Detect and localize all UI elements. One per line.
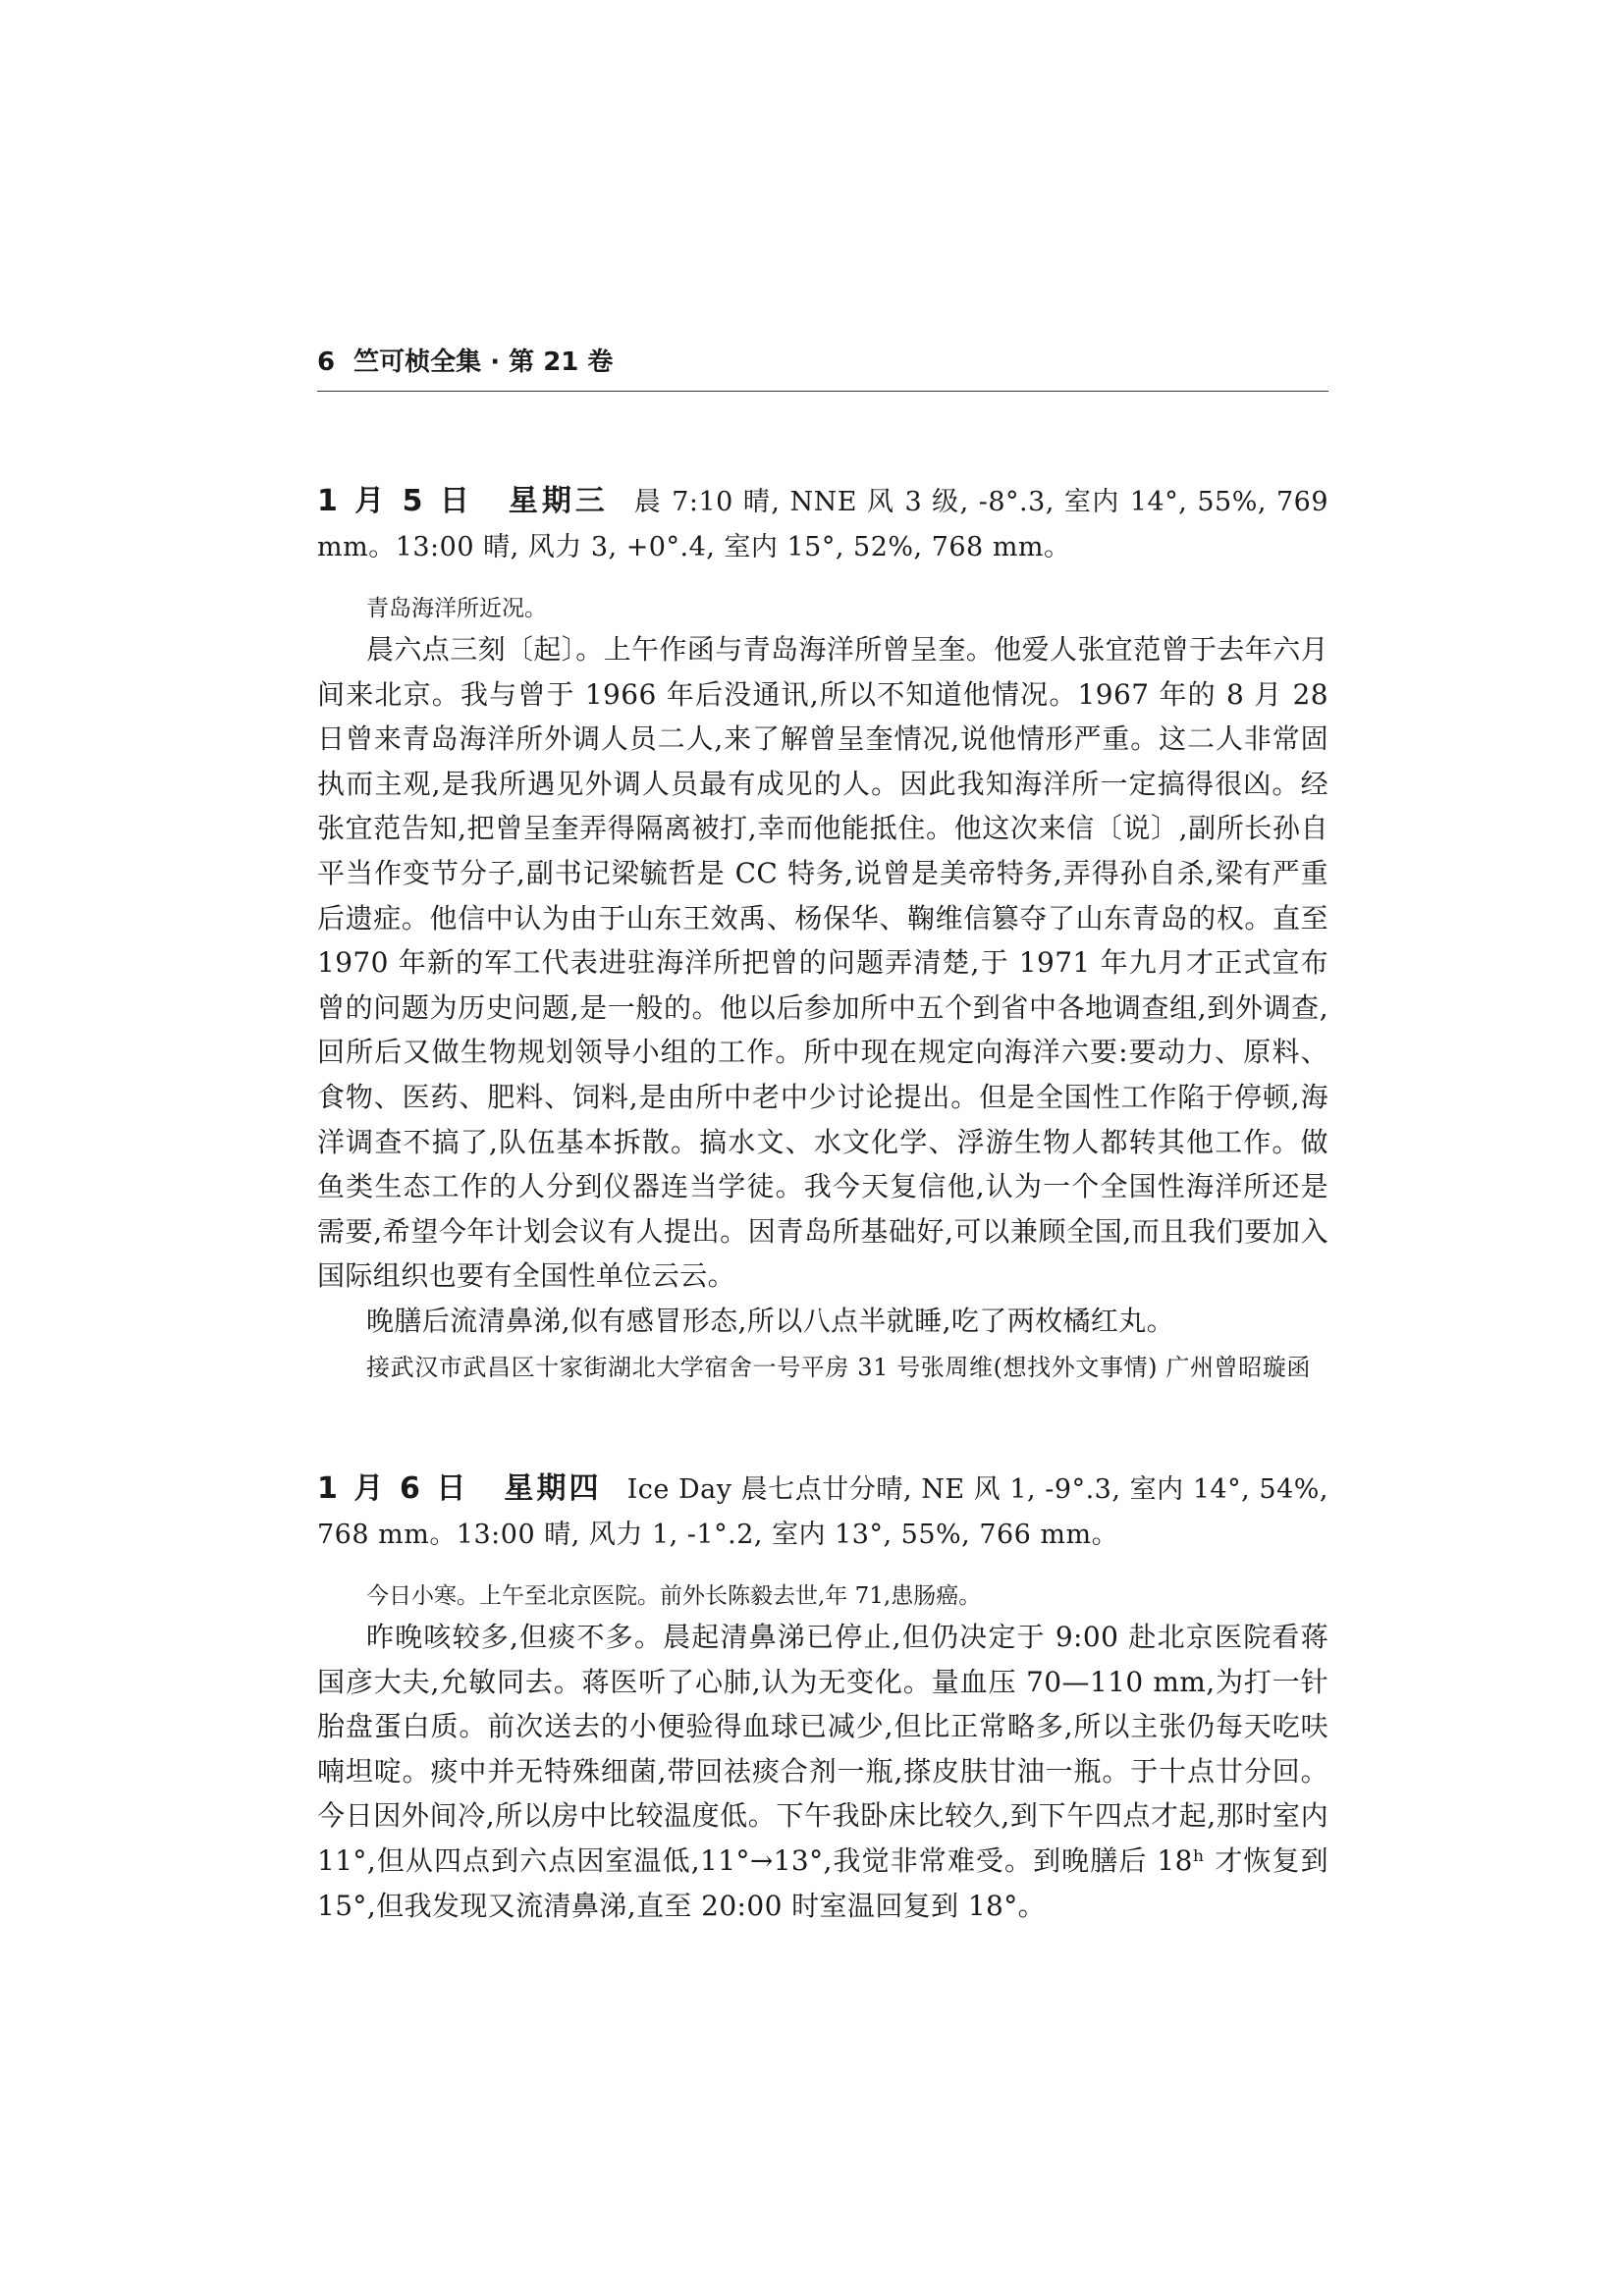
weather-record: Ice Day 晨七点廿分晴, NE 风 1, -9°.3, 室内 14°, 54%, 768 mm。13:00 晴, 风力 1, -1°.2, 室内 13°, 55%, 766 mm。 bbox=[317, 1474, 1328, 1550]
body-paragraph: 晨六点三刻〔起〕。上午作函与青岛海洋所曾呈奎。他爱人张宜范曾于去年六月间来北京。我与曾于 1966 年后没通讯,所以不知道他情况。1967 年的 8 月 28 日曾来青岛海洋所外调人员二人,来了解曾呈奎情况,说他情形严重。这二人非常固执而主观,是我所遇见外调人员最有成见的人。因此我知海洋所一定搞得很凶。经张宜范告知,把曾呈奎弄得隔离被打,幸而他能抵住。他这次来信〔说〕,副所长孙自平当作变节分子,副书记梁毓哲是 CC 特务,说曾是美帝特务,弄得孙自杀,梁有严重后遗症。他信中认为由于山东王效禹、杨保华、鞠维信篡夺了山东青岛的权。直至 1970 年新的军工代表进驻海洋所把曾的问题弄清楚,于 1971 年九月才正式宣布曾的问题为历史问题,是一般的。他以后参加所中五个到省中各地调查组,到外调查,回所后又做生物规划领导小组的工作。所中现在规定向海洋六要:要动力、原料、食物、医药、肥料、饲料,是由所中老中少讨论提出。但是全国性工作陷于停顿,海洋调查不搞了,队伍基本拆散。搞水文、水文化学、浮游生物人都转其他工作。做鱼类生态工作的人分到仪器连当学徒。我今天复信他,认为一个全国性海洋所还是需要,希望今年计划会议有人提出。因青岛所基础好,可以兼顾全国,而且我们要加入国际组织也要有全国性单位云云。 bbox=[317, 633, 1329, 1293]
body-paragraph: 晚膳后流清鼻涕,似有感冒形态,所以八点半就睡,吃了两枚橘红丸。 bbox=[366, 1304, 1175, 1337]
entry-heading bbox=[317, 1467, 1328, 1558]
book-title: 竺可桢全集 · 第 21 卷 bbox=[353, 347, 614, 377]
entry-weekday: 星期三 bbox=[508, 484, 609, 518]
entry-date: 1 月 6 日 bbox=[317, 1471, 469, 1506]
diary-entry-jan-6 bbox=[317, 1467, 1328, 1928]
diary-entry-jan-5 bbox=[317, 479, 1328, 1387]
correspondence-note: 接武汉市武昌区十家街湖北大学宿舍一号平房 31 号张周维(想找外文事情) 广州曾昭璇函 bbox=[366, 1353, 1311, 1381]
entry-weekday: 星期四 bbox=[504, 1471, 602, 1506]
weather-record: 晨 7:10 晴, NNE 风 3 级, -8°.3, 室内 14°, 55%, 769 mm。13:00 晴, 风力 3, +0°.4, 室内 15°, 52%, 768 mm。 bbox=[317, 487, 1329, 562]
body-paragraph: 昨晚咳较多,但痰不多。晨起清鼻涕已停止,但仍决定于 9:00 赴北京医院看蒋国彦大夫,允敏同去。蒋医听了心肺,认为无变化。量血压 70—110 mm,为打一针胎盘蛋白质。前次送去的小便验得血球已减少,但比正常略多,所以主张仍每天吃呋喃坦啶。痰中并无特殊细菌,带回祛痰合剂一瓶,搽皮肤甘油一瓶。于十点廿分回。今日因外间冷,所以房中比较温度低。下午我卧床比较久,到下午四点才起,那时室内 11°,但从四点到六点因室温低,11°→13°,我觉非常难受。到晚膳后 18ʰ 才恢复到 15°,但我发现又流清鼻涕,直至 20:00 时室温回复到 18°。 bbox=[317, 1621, 1328, 1922]
page-header bbox=[317, 346, 1328, 379]
entry-date: 1 月 5 日 bbox=[317, 484, 473, 518]
entry-summary-note: 青岛海洋所近况。 bbox=[366, 596, 547, 621]
entry-summary-note: 今日小寒。上午至北京医院。前外长陈毅去世,年 71,患肠癌。 bbox=[366, 1583, 982, 1609]
page-number: 6 bbox=[317, 347, 336, 377]
header-rule bbox=[317, 391, 1328, 392]
entry-heading bbox=[317, 479, 1328, 570]
